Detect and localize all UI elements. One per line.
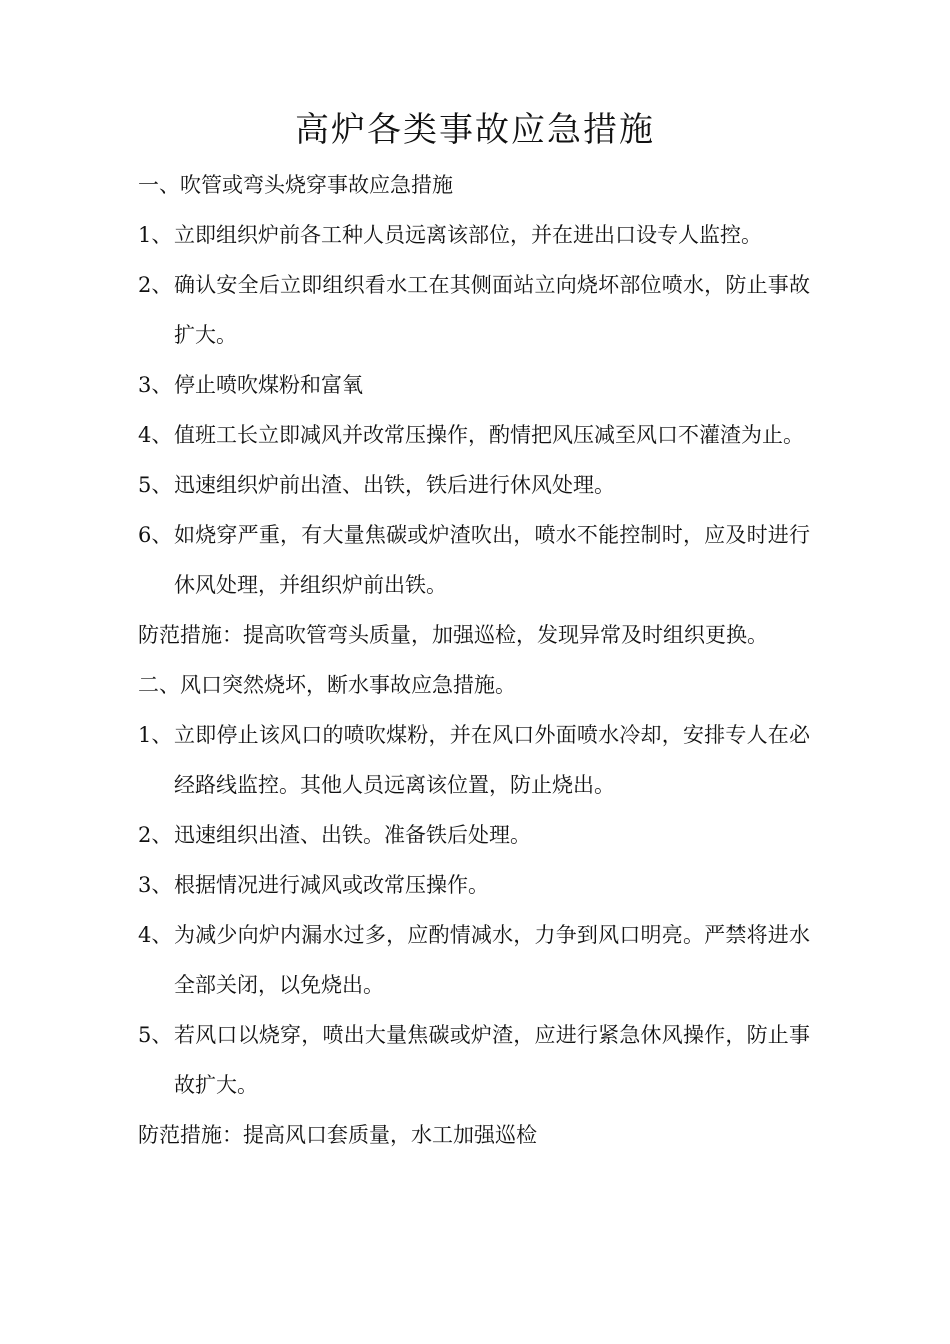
- item-number: 4、: [138, 423, 173, 447]
- item-number: 4、: [138, 923, 173, 947]
- section-2-item: [138, 860, 810, 910]
- section-1-item: [138, 410, 810, 460]
- item-number: 1、: [138, 723, 173, 747]
- item-number: 6、: [138, 523, 173, 547]
- section-1-item: [138, 460, 810, 510]
- item-text: 迅速组织出渣、出铁。准备铁后处理。: [174, 823, 531, 847]
- item-text: 值班工长立即减风并改常压操作，酌情把风压减至风口不灌渣为止。: [174, 423, 804, 447]
- section-2-item: [138, 810, 810, 860]
- item-text: 根据情况进行减风或改常压操作。: [174, 873, 489, 897]
- item-number: 1、: [138, 223, 173, 247]
- item-text: 停止喷吹煤粉和富氧: [174, 373, 363, 397]
- section-1-item: [138, 510, 810, 610]
- section-2-item: [138, 910, 810, 1010]
- item-text: 如烧穿严重，有大量焦碳或炉渣吹出，喷水不能控制时，应及时进行休风处理，并组织炉前出铁。: [174, 523, 810, 597]
- section-2-item: [138, 1010, 810, 1110]
- item-text: 立即组织炉前各工种人员远离该部位，并在进出口设专人监控。: [174, 223, 762, 247]
- section-1-heading: 一、吹管或弯头烧穿事故应急措施: [138, 173, 453, 197]
- item-text: 立即停止该风口的喷吹煤粉，并在风口外面喷水冷却，安排专人在必经路线监控。其他人员远离该位置，防止烧出。: [174, 723, 810, 797]
- section-2-heading: 二、风口突然烧坏，断水事故应急措施。: [138, 673, 516, 697]
- item-number: 2、: [138, 823, 173, 847]
- document-title: 高炉各类事故应急措施: [295, 110, 655, 150]
- item-number: 5、: [138, 1023, 173, 1047]
- section-2-item: [138, 710, 810, 810]
- item-number: 3、: [138, 373, 173, 397]
- item-text: 迅速组织炉前出渣、出铁，铁后进行休风处理。: [174, 473, 615, 497]
- section-1-item: [138, 360, 810, 410]
- section-1-prevention: 防范措施：提高吹管弯头质量，加强巡检，发现异常及时组织更换。: [138, 623, 768, 647]
- item-number: 5、: [138, 473, 173, 497]
- section-1-item: [138, 260, 810, 360]
- item-number: 3、: [138, 873, 173, 897]
- item-number: 2、: [138, 273, 173, 297]
- item-text: 确认安全后立即组织看水工在其侧面站立向烧坏部位喷水，防止事故扩大。: [174, 273, 810, 347]
- section-2-prevention: 防范措施：提高风口套质量，水工加强巡检: [138, 1123, 537, 1147]
- item-text: 为减少向炉内漏水过多，应酌情减水，力争到风口明亮。严禁将进水全部关闭，以免烧出。: [174, 923, 810, 997]
- section-1-item: [138, 210, 810, 260]
- item-text: 若风口以烧穿，喷出大量焦碳或炉渣，应进行紧急休风操作，防止事故扩大。: [174, 1023, 810, 1097]
- document-body: [138, 160, 810, 1160]
